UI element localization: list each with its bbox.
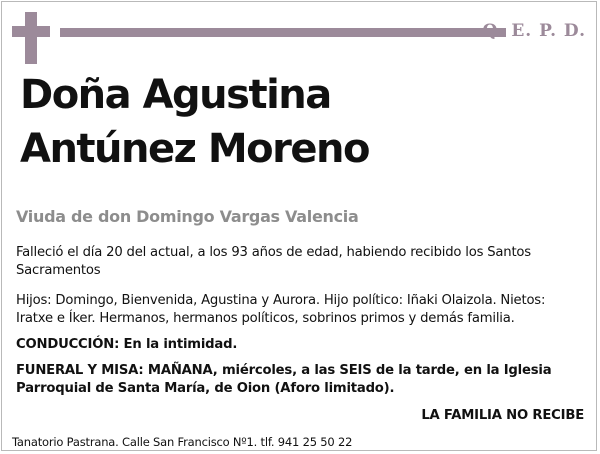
header-divider (60, 28, 506, 37)
family-list: Hijos: Domingo, Bienvenida, Agustina y Aurora. Hijo político: Iñaki Olaizola. Nietos: Iratxe e Íker. Hermanos, hermanos políticos, sobrinos primos y demás familia. (16, 293, 546, 326)
family-receives-note: LA FAMILIA NO RECIBE (421, 408, 584, 423)
cross-icon (12, 12, 50, 64)
conduction-note: CONDUCCIÓN: En la intimidad. (16, 337, 238, 352)
name-line-2: Antúnez Moreno (20, 126, 369, 172)
deceased-name (20, 68, 369, 176)
obituary-card (1, 1, 597, 451)
funeral-home-footer: Tanatorio Pastrana. Calle San Francisco Nº1. tlf. 941 25 50 22 (12, 435, 353, 449)
death-notice: Falleció el día 20 del actual, a los 93 años de edad, habiendo recibido los Santos Sacramentos (16, 245, 531, 278)
widow-subtitle: Viuda de don Domingo Vargas Valencia (16, 207, 359, 226)
name-line-1: Doña Agustina (20, 72, 331, 118)
qepd-label: Q. E. P. D. (482, 21, 586, 41)
funeral-note: FUNERAL Y MISA: MAÑANA, miércoles, a las SEIS de la tarde, en la Iglesia Parroquial de Santa María, de Oion (Aforo limitado). (16, 363, 552, 396)
